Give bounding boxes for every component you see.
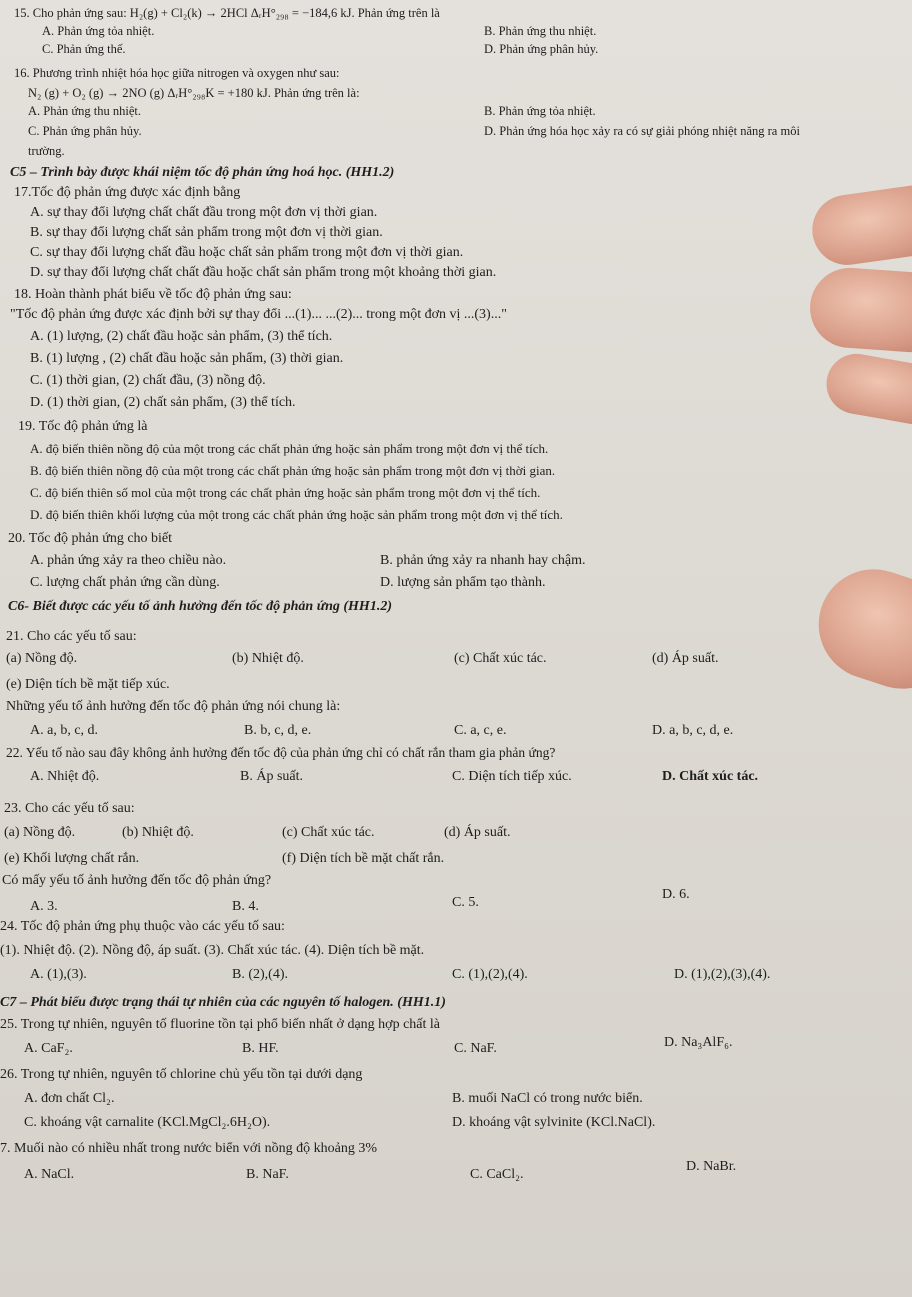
q27-option-c: C. CaCl₂.: [470, 1167, 524, 1182]
section-c6-heading: C6- Biết được các yếu tố ảnh hưởng đến tốc độ phản ứng (HH1.2): [8, 599, 392, 614]
q17-option-c: C. sự thay đổi lượng chất đầu hoặc chất sản phẩm trong một đơn vị thời gian.: [30, 245, 464, 260]
q16-option-c: C. Phản ứng phân hủy.: [28, 124, 142, 138]
q17-option-a: A. sự thay đổi lượng chất chất đầu trong một đơn vị thời gian.: [30, 205, 378, 220]
q18-option-d: D. (1) thời gian, (2) chất sản phẩm, (3) thể tích.: [30, 395, 296, 410]
q20-option-a: A. phản ứng xảy ra theo chiều nào.: [30, 553, 227, 568]
q20-option-b: B. phản ứng xảy ra nhanh hay chậm.: [380, 553, 586, 568]
q23-factor-e: (e) Khối lượng chất rắn.: [4, 851, 140, 866]
q23-option-c: C. 5.: [452, 895, 479, 910]
q17-stem: 17.Tốc độ phản ứng được xác định bằng: [14, 185, 241, 200]
finger-photo-artifact: [822, 349, 912, 431]
finger-photo-artifact: [807, 265, 912, 355]
q16-option-d-cont: trường.: [28, 144, 65, 158]
q26-option-c: C. khoáng vật carnalite (KCl.MgCl₂.6H₂O).: [24, 1115, 271, 1130]
q24-option-d: D. (1),(2),(3),(4).: [674, 967, 771, 982]
q21-option-d: D. a, b, c, d, e.: [652, 723, 734, 738]
q23-question: Có mấy yếu tố ảnh hưởng đến tốc độ phản ứng?: [2, 873, 272, 888]
q23-factor-f: (f) Diện tích bề mặt chất rắn.: [282, 851, 445, 866]
q21-option-b: B. b, c, d, e.: [244, 723, 312, 738]
q21-stem: 21. Cho các yếu tố sau:: [6, 629, 137, 644]
q15-option-b: B. Phản ứng thu nhiệt.: [484, 24, 597, 38]
finger-photo-artifact: [808, 181, 912, 270]
q25-stem: 25. Trong tự nhiên, nguyên tố fluorine tồn tại phổ biến nhất ở dạng hợp chất là: [0, 1017, 441, 1032]
q22-option-d: D. Chất xúc tác.: [662, 769, 759, 784]
q16-option-d: D. Phản ứng hóa học xảy ra có sự giải phóng nhiệt năng ra môi: [484, 124, 800, 138]
q24-option-c: C. (1),(2),(4).: [452, 967, 528, 982]
q23-factor-d: (d) Áp suất.: [444, 825, 511, 840]
q26-option-d: D. khoáng vật sylvinite (KCl.NaCl).: [452, 1115, 656, 1130]
q23-factor-b: (b) Nhiệt độ.: [122, 825, 194, 840]
q18-option-b: B. (1) lượng , (2) chất đầu hoặc sản phẩm, (3) thời gian.: [30, 351, 344, 366]
q23-option-b: B. 4.: [232, 899, 259, 914]
q24-option-b: B. (2),(4).: [232, 967, 288, 982]
q22-stem: 22. Yếu tố nào sau đây không ảnh hưởng đến tốc độ của phản ứng chỉ có chất rắn tham gia phản ứng?: [6, 745, 556, 760]
q18-option-c: C. (1) thời gian, (2) chất đầu, (3) nồng độ.: [30, 373, 266, 388]
q19-stem: 19. Tốc độ phản ứng là: [18, 419, 148, 434]
section-c5-heading: C5 – Trình bày được khái niệm tốc độ phản ứng hoá học. (HH1.2): [10, 165, 395, 180]
q18-stem: 18. Hoàn thành phát biểu về tốc độ phản ứng sau:: [14, 287, 292, 302]
q24-option-a: A. (1),(3).: [30, 967, 87, 982]
q27-option-a: A. NaCl.: [24, 1167, 75, 1182]
q15-option-c: C. Phản ứng thế.: [42, 42, 126, 56]
q15-stem: 15. Cho phản ứng sau: H₂(g) + Cl₂(k) → 2HCl ΔᵣH°₂₉₈ = −184,6 kJ. Phản ứng trên là: [14, 6, 440, 20]
q16-equation: N₂ (g) + O₂ (g) → 2NO (g) ΔᵣH°₂₉₈K = +180 kJ. Phản ứng trên là:: [28, 86, 360, 100]
q23-factor-a: (a) Nồng độ.: [4, 825, 76, 840]
q16-option-b: B. Phản ứng tỏa nhiệt.: [484, 104, 596, 118]
q21-option-a: A. a, b, c, d.: [30, 723, 99, 738]
q21-question: Những yếu tố ảnh hưởng đến tốc độ phản ứng nói chung là:: [6, 699, 341, 714]
q26-stem: 26. Trong tự nhiên, nguyên tố chlorine chủ yếu tồn tại dưới dạng: [0, 1067, 363, 1082]
q26-option-b: B. muối NaCl có trong nước biển.: [452, 1091, 643, 1106]
q21-factor-a: (a) Nồng độ.: [6, 651, 78, 666]
q22-option-b: B. Áp suất.: [240, 769, 303, 784]
q21-option-c: C. a, c, e.: [454, 723, 507, 738]
q27-stem: 7. Muối nào có nhiều nhất trong nước biển với nồng độ khoảng 3%: [0, 1141, 378, 1156]
q18-quote: "Tốc độ phản ứng được xác định bởi sự thay đổi ...(1)... ...(2)... trong một đơn vị ...(3)...": [10, 307, 507, 322]
q23-option-a: A. 3.: [30, 899, 58, 914]
q25-option-a: A. CaF₂.: [24, 1041, 73, 1056]
q21-factor-d: (d) Áp suất.: [652, 651, 719, 666]
q15-option-d: D. Phản ứng phân hủy.: [484, 42, 599, 56]
q20-stem: 20. Tốc độ phản ứng cho biết: [8, 531, 173, 546]
q24-stem: 24. Tốc độ phản ứng phụ thuộc vào các yếu tố sau:: [0, 919, 285, 934]
q16-option-a: A. Phản ứng thu nhiệt.: [28, 104, 142, 118]
q19-option-c: C. độ biến thiên số mol của một trong các chất phản ứng hoặc sản phẩm trong một đơn vị thể tích.: [30, 485, 541, 500]
q16-stem: 16. Phương trình nhiệt hóa học giữa nitrogen và oxygen như sau:: [14, 66, 340, 80]
q17-option-d: D. sự thay đổi lượng chất chất đầu hoặc chất sản phẩm trong một khoảng thời gian.: [30, 265, 497, 280]
q18-option-a: A. (1) lượng, (2) chất đầu hoặc sản phẩm, (3) thể tích.: [30, 329, 333, 344]
q25-option-d: D. Na₃AlF₆.: [664, 1035, 733, 1050]
q25-option-c: C. NaF.: [454, 1041, 497, 1056]
q23-stem: 23. Cho các yếu tố sau:: [4, 801, 135, 816]
q21-factor-b: (b) Nhiệt độ.: [232, 651, 304, 666]
q22-option-a: A. Nhiệt độ.: [30, 769, 100, 784]
q25-option-b: B. HF.: [242, 1041, 279, 1056]
q23-option-d: D. 6.: [662, 887, 690, 902]
q24-list: (1). Nhiệt độ. (2). Nồng độ, áp suất. (3). Chất xúc tác. (4). Diện tích bề mặt.: [0, 943, 425, 958]
q19-option-b: B. độ biến thiên nồng độ của một trong các chất phản ứng hoặc sản phẩm trong một đơn vị thời gian.: [30, 463, 556, 478]
q20-option-c: C. lượng chất phản ứng cần dùng.: [30, 575, 220, 590]
q27-option-b: B. NaF.: [246, 1167, 289, 1182]
section-c7-heading: C7 – Phát biểu được trạng thái tự nhiên của các nguyên tố halogen. (HH1.1): [0, 995, 446, 1010]
q19-option-d: D. độ biến thiên khối lượng của một trong các chất phản ứng hoặc sản phẩm trong một đơn vị thể tích.: [30, 507, 563, 522]
finger-photo-artifact: [804, 555, 912, 703]
q15-option-a: A. Phản ứng tỏa nhiệt.: [42, 24, 155, 38]
q17-option-b: B. sự thay đổi lượng chất sản phẩm trong một đơn vị thời gian.: [30, 225, 383, 240]
q27-option-d: D. NaBr.: [686, 1159, 737, 1174]
q22-option-c: C. Diện tích tiếp xúc.: [452, 769, 572, 784]
q26-option-a: A. đơn chất Cl₂.: [24, 1091, 115, 1106]
q23-factor-c: (c) Chất xúc tác.: [282, 825, 375, 840]
q19-option-a: A. độ biến thiên nồng độ của một trong các chất phản ứng hoặc sản phẩm trong một đơn vị thể tích.: [30, 441, 549, 456]
q21-factor-c: (c) Chất xúc tác.: [454, 651, 547, 666]
q21-factor-e: (e) Diện tích bề mặt tiếp xúc.: [6, 677, 170, 692]
q20-option-d: D. lượng sản phẩm tạo thành.: [380, 575, 546, 590]
